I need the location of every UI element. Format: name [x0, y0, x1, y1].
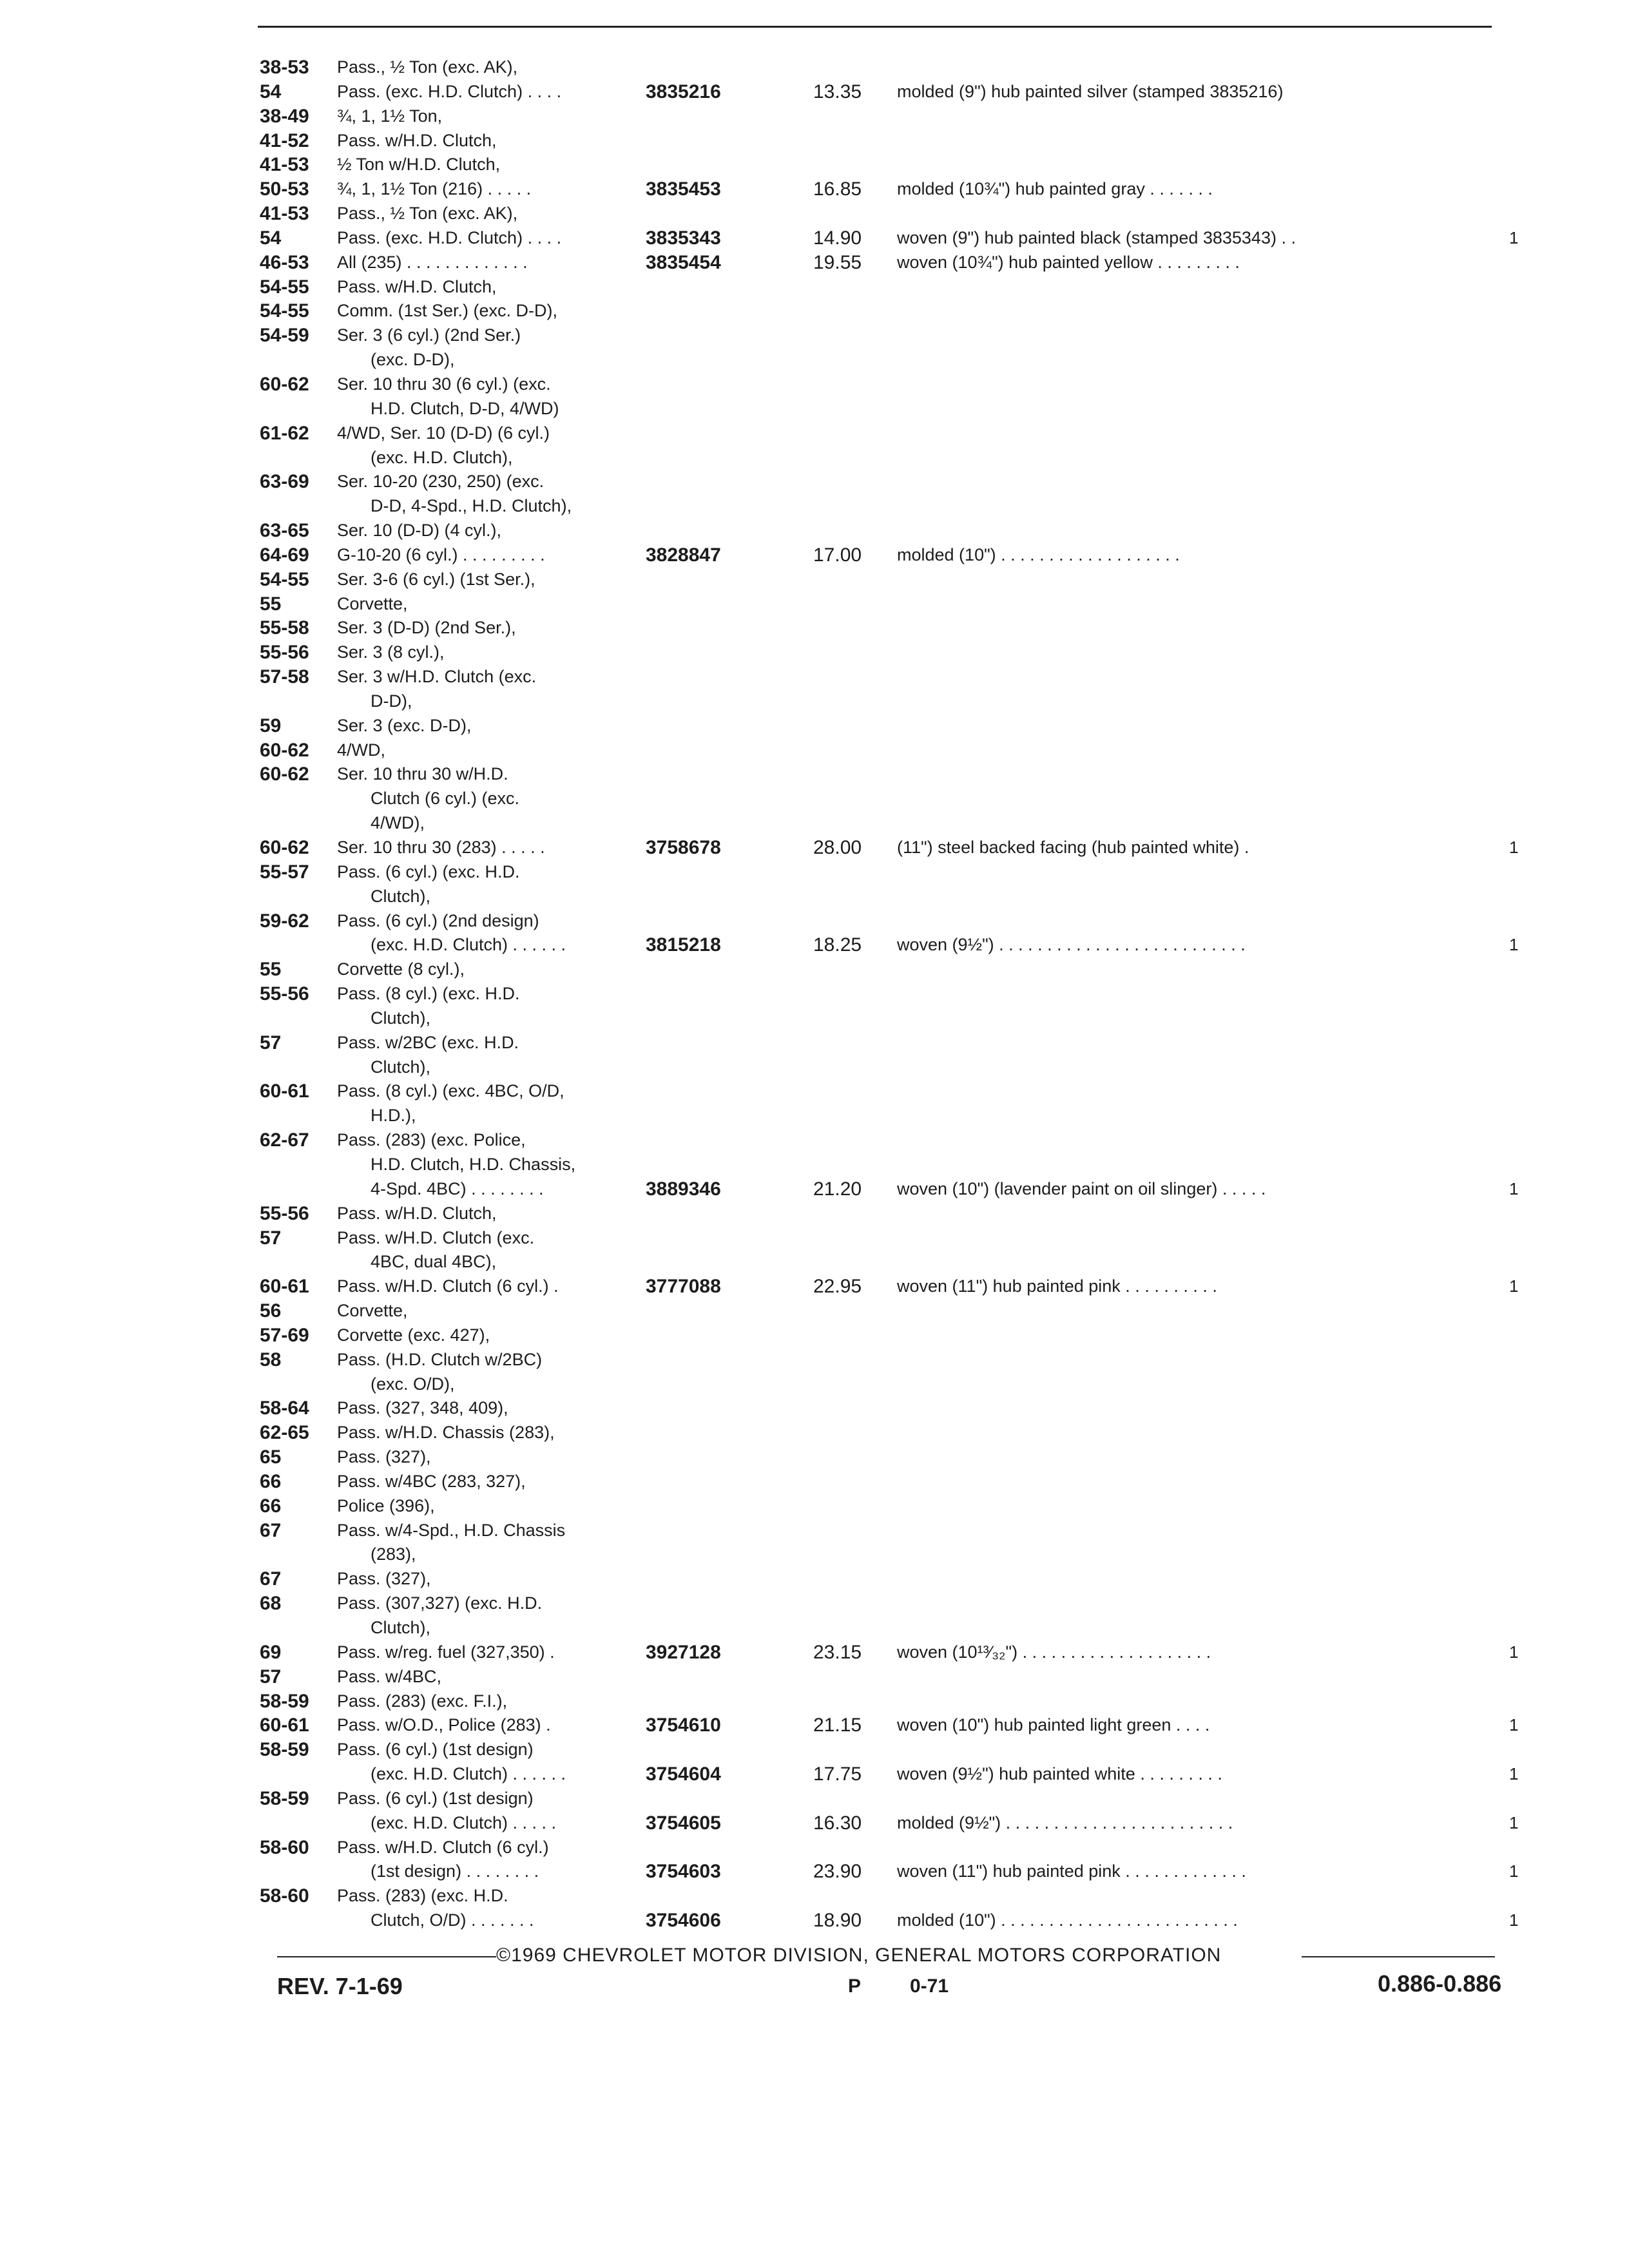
application-description: 4/WD, — [337, 740, 386, 760]
part-number: 3754603 — [646, 1861, 721, 1883]
part-detail: molded (9") hub painted silver (stamped 3835216) — [897, 81, 1284, 101]
list-price: 18.25 — [813, 934, 862, 956]
model-years: 54-55 — [260, 300, 309, 322]
model-years: 58-64 — [260, 1398, 309, 1419]
list-item — [0, 1713, 1629, 1738]
list-item — [0, 1372, 1629, 1397]
application-description: H.D. Clutch, H.D. Chassis, — [371, 1154, 576, 1174]
part-detail: molded (10¾") hub painted gray . . . . . . . — [897, 179, 1213, 199]
model-years: 57 — [260, 1032, 282, 1053]
list-item — [0, 275, 1629, 300]
model-years: 63-65 — [260, 520, 309, 542]
quantity: 1 — [1509, 1812, 1519, 1832]
model-years: 60-61 — [260, 1276, 309, 1298]
application-description: Pass. w/H.D. Clutch (6 cyl.) — [337, 1837, 549, 1857]
part-number: 3754605 — [646, 1812, 721, 1834]
list-item — [0, 1348, 1629, 1372]
application-description: Pass. w/reg. fuel (327,350) . — [337, 1642, 555, 1662]
part-number: 3758678 — [646, 837, 721, 858]
top-rule — [258, 26, 1492, 28]
application-description: Ser. 10 thru 30 (283) . . . . . — [337, 838, 545, 857]
page-number: 0-71 — [910, 1975, 949, 1997]
model-years: 55-57 — [260, 861, 309, 883]
application-description: G-10-20 (6 cyl.) . . . . . . . . . — [337, 544, 545, 564]
list-item — [0, 1689, 1629, 1714]
list-item — [0, 104, 1629, 129]
application-description: Pass. w/H.D. Clutch (exc. — [337, 1227, 535, 1247]
page-letter: P — [848, 1975, 862, 1997]
revision-date: REV. 7-1-69 — [277, 1973, 403, 1999]
model-years: 60-62 — [260, 764, 309, 785]
application-description: (283), — [371, 1544, 416, 1564]
list-item — [0, 129, 1629, 153]
parts-list — [0, 55, 1629, 1933]
list-item — [0, 80, 1629, 104]
list-item — [0, 1665, 1629, 1689]
model-years: 60-61 — [260, 1715, 309, 1736]
list-item — [0, 1908, 1629, 1933]
list-item — [0, 251, 1629, 275]
list-item — [0, 836, 1629, 860]
model-years: 57 — [260, 1666, 282, 1687]
model-years: 58-59 — [260, 1739, 309, 1761]
model-years: 59-62 — [260, 910, 309, 932]
part-number: 3828847 — [646, 544, 721, 566]
quantity: 1 — [1509, 1910, 1519, 1930]
application-description: Pass. (6 cyl.) (1st design) — [337, 1788, 534, 1808]
quantity: 1 — [1509, 1715, 1519, 1735]
application-description: (exc. O/D), — [371, 1374, 455, 1394]
model-years: 66 — [260, 1470, 282, 1492]
footer-right-rule — [1302, 1956, 1495, 1957]
list-item — [0, 202, 1629, 226]
model-years: 58-59 — [260, 1690, 309, 1712]
application-description: Pass. (283) (exc. H.D. — [337, 1886, 508, 1906]
model-years: 58-60 — [260, 1885, 309, 1907]
application-description: Ser. 10 thru 30 (6 cyl.) (exc. — [337, 374, 551, 394]
list-item — [0, 689, 1629, 714]
part-detail: (11") steel backed facing (hub painted white) . — [897, 838, 1249, 857]
quantity: 1 — [1509, 1764, 1519, 1784]
model-years: 62-65 — [260, 1422, 309, 1444]
part-number: 3927128 — [646, 1641, 721, 1663]
list-item — [0, 177, 1629, 202]
list-price: 17.00 — [813, 544, 862, 566]
model-years: 54-59 — [260, 325, 309, 347]
application-description: Pass. (327), — [337, 1447, 431, 1467]
part-number: 3754610 — [646, 1715, 721, 1736]
part-detail: woven (9") hub painted black (stamped 3835343) . . — [897, 227, 1296, 247]
application-description: Pass. w/4BC (283, 327), — [337, 1471, 526, 1491]
application-description: Pass. (307,327) (exc. H.D. — [337, 1593, 543, 1613]
application-description: Pass. w/H.D. Chassis (283), — [337, 1423, 555, 1443]
application-description: Pass. (exc. H.D. Clutch) . . . . — [337, 227, 562, 247]
model-years: 41-53 — [260, 203, 309, 225]
application-description: 4/WD), — [371, 813, 425, 833]
list-price: 17.75 — [813, 1763, 862, 1785]
model-years: 55 — [260, 959, 282, 981]
list-item — [0, 1274, 1629, 1299]
application-description: Ser. 3 (8 cyl.), — [337, 642, 445, 662]
application-description: ½ Ton w/H.D. Clutch, — [337, 155, 501, 175]
list-item — [0, 299, 1629, 323]
model-years: 50-53 — [260, 178, 309, 200]
list-item — [0, 885, 1629, 909]
list-price: 13.35 — [813, 81, 862, 102]
model-years: 65 — [260, 1446, 282, 1468]
application-description: Clutch), — [371, 1008, 431, 1028]
quantity: 1 — [1509, 1642, 1519, 1662]
application-description: Ser. 10-20 (230, 250) (exc. — [337, 472, 545, 492]
list-item — [0, 1202, 1629, 1226]
list-item — [0, 1884, 1629, 1908]
application-description: (exc. H.D. Clutch) . . . . . . — [371, 935, 566, 955]
part-number: 3754606 — [646, 1910, 721, 1932]
list-item — [0, 1421, 1629, 1445]
model-years: 60-62 — [260, 837, 309, 858]
part-detail: woven (10") (lavender paint on oil slinger) . . . . . — [897, 1178, 1266, 1198]
model-years: 61-62 — [260, 422, 309, 444]
application-description: D-D), — [371, 691, 412, 711]
model-years: 57-58 — [260, 666, 309, 688]
part-number: 3815218 — [646, 934, 721, 956]
application-description: Pass. (6 cyl.) (1st design) — [337, 1740, 534, 1760]
list-item — [0, 1542, 1629, 1567]
model-years: 59 — [260, 715, 282, 736]
application-description: Corvette, — [337, 1301, 408, 1321]
model-years: 68 — [260, 1593, 282, 1615]
model-years: 46-53 — [260, 251, 309, 273]
part-number: 3835216 — [646, 81, 721, 102]
list-item — [0, 1153, 1629, 1177]
list-item — [0, 1031, 1629, 1055]
list-item — [0, 933, 1629, 957]
list-item — [0, 153, 1629, 177]
application-description: ¾, 1, 1½ Ton (216) . . . . . — [337, 179, 532, 199]
model-years: 67 — [260, 1568, 282, 1590]
model-years: 62-67 — [260, 1129, 309, 1151]
application-description: Pass. (327), — [337, 1569, 431, 1589]
list-item — [0, 640, 1629, 665]
application-description: Clutch), — [371, 1057, 431, 1077]
model-years: 57-69 — [260, 1324, 309, 1346]
part-detail: woven (10¹³⁄₃₂") . . . . . . . . . . . . . . . . . . . . — [897, 1642, 1211, 1662]
application-description: Ser. 3 (D-D) (2nd Ser.), — [337, 618, 516, 638]
list-price: 18.90 — [813, 1910, 862, 1932]
application-description: Ser. 3 w/H.D. Clutch (exc. — [337, 667, 537, 687]
quantity: 1 — [1509, 1861, 1519, 1881]
list-price: 21.20 — [813, 1178, 862, 1200]
application-description: (1st design) . . . . . . . . — [371, 1861, 539, 1881]
model-years: 55-58 — [260, 617, 309, 639]
model-years: 60-62 — [260, 739, 309, 761]
list-price: 16.85 — [813, 178, 862, 200]
list-item — [0, 1640, 1629, 1665]
application-description: Police (396), — [337, 1495, 435, 1515]
quantity: 1 — [1509, 838, 1519, 857]
model-years: 55-56 — [260, 983, 309, 1005]
list-item — [0, 787, 1629, 811]
application-description: Pass. w/O.D., Police (283) . — [337, 1715, 551, 1735]
model-years: 56 — [260, 1300, 282, 1322]
application-description: Pass., ½ Ton (exc. AK), — [337, 204, 518, 224]
list-item — [0, 1177, 1629, 1202]
application-description: Pass. (8 cyl.) (exc. H.D. — [337, 984, 520, 1004]
model-years: 60-62 — [260, 373, 309, 395]
list-item — [0, 616, 1629, 640]
application-description: Pass. w/4-Spd., H.D. Chassis — [337, 1520, 566, 1540]
list-item — [0, 714, 1629, 738]
part-detail: woven (9½") . . . . . . . . . . . . . . . . . . . . . . . . . . — [897, 935, 1246, 955]
application-description: (exc. D-D), — [371, 350, 455, 370]
model-years: 58-59 — [260, 1787, 309, 1809]
list-item — [0, 1616, 1629, 1640]
quantity: 1 — [1509, 1178, 1519, 1198]
model-years: 54 — [260, 227, 282, 249]
model-years: 58 — [260, 1349, 282, 1370]
model-years: 64-69 — [260, 544, 309, 566]
list-item — [0, 1519, 1629, 1543]
list-item — [0, 1738, 1629, 1762]
application-description: (exc. H.D. Clutch), — [371, 447, 513, 467]
list-item — [0, 1055, 1629, 1080]
application-description: Ser. 3-6 (6 cyl.) (1st Ser.), — [337, 569, 535, 589]
list-price: 28.00 — [813, 837, 862, 858]
model-years: 60-61 — [260, 1081, 309, 1102]
list-price: 16.30 — [813, 1812, 862, 1834]
model-years: 66 — [260, 1495, 282, 1517]
part-number: 3777088 — [646, 1276, 721, 1298]
list-item — [0, 372, 1629, 397]
list-item — [0, 1494, 1629, 1519]
list-price: 19.55 — [813, 251, 862, 273]
application-description: Pass. (6 cyl.) (2nd design) — [337, 910, 539, 930]
list-item — [0, 519, 1629, 543]
model-years: 55 — [260, 593, 282, 615]
application-description: Clutch), — [371, 886, 431, 906]
model-years: 69 — [260, 1641, 282, 1663]
application-description: 4-Spd. 4BC) . . . . . . . . — [371, 1178, 544, 1198]
model-years: 63-69 — [260, 471, 309, 493]
model-years: 57 — [260, 1227, 282, 1249]
list-item — [0, 323, 1629, 348]
part-detail: woven (9½") hub painted white . . . . . . . . . — [897, 1764, 1222, 1784]
application-description: Corvette (8 cyl.), — [337, 959, 465, 979]
list-item — [0, 762, 1629, 787]
list-item — [0, 909, 1629, 934]
list-item — [0, 982, 1629, 1006]
list-item — [0, 1567, 1629, 1591]
list-item — [0, 470, 1629, 494]
model-years: 41-52 — [260, 130, 309, 151]
list-item — [0, 543, 1629, 568]
part-detail: woven (10") hub painted light green . . . . — [897, 1715, 1210, 1735]
quantity: 1 — [1509, 1276, 1519, 1296]
application-description: Pass. w/H.D. Clutch, — [337, 130, 497, 150]
list-item — [0, 592, 1629, 617]
model-years: 54 — [260, 81, 282, 102]
list-item — [0, 1591, 1629, 1616]
application-description: Corvette (exc. 427), — [337, 1325, 490, 1345]
part-detail: molded (10") . . . . . . . . . . . . . . . . . . . . . . . . . — [897, 1910, 1238, 1930]
model-years: 38-53 — [260, 57, 309, 78]
list-price: 23.15 — [813, 1641, 862, 1663]
application-description: D-D, 4-Spd., H.D. Clutch), — [371, 496, 572, 516]
model-years: 55-56 — [260, 642, 309, 664]
application-description: Pass. (327, 348, 409), — [337, 1398, 508, 1418]
application-description: Pass. (exc. H.D. Clutch) . . . . — [337, 81, 562, 101]
quantity: 1 — [1509, 227, 1519, 247]
list-item — [0, 1128, 1629, 1153]
part-detail: molded (9½") . . . . . . . . . . . . . . . . . . . . . . . . — [897, 1812, 1233, 1832]
model-years: 58-60 — [260, 1836, 309, 1858]
part-number: 3754604 — [646, 1763, 721, 1785]
part-detail: woven (11") hub painted pink . . . . . . . . . . — [897, 1276, 1217, 1296]
copyright-line: ©1969 CHEVROLET MOTOR DIVISION, GENERAL MOTORS CORPORATION — [496, 1945, 1222, 1966]
list-item — [0, 811, 1629, 836]
application-description: Pass. (283) (exc. F.I.), — [337, 1691, 508, 1711]
list-item — [0, 226, 1629, 251]
application-description: (exc. H.D. Clutch) . . . . . . — [371, 1764, 566, 1784]
application-description: Ser. 3 (exc. D-D), — [337, 715, 472, 735]
list-item — [0, 1323, 1629, 1348]
application-description: Ser. 10 (D-D) (4 cyl.), — [337, 521, 502, 541]
part-number: 3835343 — [646, 227, 721, 249]
list-item — [0, 348, 1629, 372]
part-number: 3835454 — [646, 251, 721, 273]
model-years: 55-56 — [260, 1202, 309, 1224]
quantity: 1 — [1509, 935, 1519, 955]
list-item — [0, 1396, 1629, 1421]
application-description: Clutch, O/D) . . . . . . . — [371, 1910, 534, 1930]
list-item — [0, 1762, 1629, 1787]
list-item — [0, 446, 1629, 470]
list-item — [0, 860, 1629, 885]
list-item — [0, 1104, 1629, 1128]
part-detail: woven (10¾") hub painted yellow . . . . . . . . . — [897, 252, 1240, 272]
application-description: All (235) . . . . . . . . . . . . . — [337, 252, 528, 272]
application-description: Clutch (6 cyl.) (exc. — [371, 789, 520, 809]
list-item — [0, 421, 1629, 446]
application-description: 4BC, dual 4BC), — [371, 1252, 497, 1272]
application-description: Corvette, — [337, 593, 408, 613]
application-description: Pass. w/H.D. Clutch (6 cyl.) . — [337, 1276, 559, 1296]
list-item — [0, 494, 1629, 519]
list-item — [0, 1787, 1629, 1811]
application-description: Pass. (6 cyl.) (exc. H.D. — [337, 861, 520, 881]
application-description: Pass. w/H.D. Clutch, — [337, 276, 497, 296]
application-description: Pass., ½ Ton (exc. AK), — [337, 57, 518, 77]
list-item — [0, 738, 1629, 763]
list-item — [0, 1445, 1629, 1470]
list-item — [0, 397, 1629, 421]
list-item — [0, 1006, 1629, 1031]
list-price: 14.90 — [813, 227, 862, 249]
list-price: 23.90 — [813, 1861, 862, 1883]
list-item — [0, 1079, 1629, 1104]
model-years: 54-55 — [260, 568, 309, 590]
model-years: 67 — [260, 1519, 282, 1541]
part-number: 3889346 — [646, 1178, 721, 1200]
application-description: Pass. (283) (exc. Police, — [337, 1130, 526, 1150]
application-description: Clutch), — [371, 1618, 431, 1637]
list-item — [0, 1250, 1629, 1274]
part-detail: molded (10") . . . . . . . . . . . . . . . . . . . — [897, 544, 1180, 564]
list-item — [0, 1470, 1629, 1494]
model-years: 54-55 — [260, 276, 309, 298]
list-price: 21.15 — [813, 1715, 862, 1736]
application-description: Pass. w/4BC, — [337, 1666, 442, 1686]
list-item — [0, 1811, 1629, 1836]
list-item — [0, 568, 1629, 592]
list-item — [0, 1299, 1629, 1323]
part-detail: woven (11") hub painted pink . . . . . . . . . . . . . — [897, 1861, 1246, 1881]
group-number: 0.886-0.886 — [1378, 1970, 1502, 1997]
application-description: (exc. H.D. Clutch) . . . . . — [371, 1812, 557, 1832]
application-description: H.D.), — [371, 1106, 416, 1126]
list-item — [0, 1860, 1629, 1884]
list-item — [0, 55, 1629, 80]
application-description: H.D. Clutch, D-D, 4/WD) — [371, 398, 559, 418]
application-description: Pass. (8 cyl.) (exc. 4BC, O/D, — [337, 1081, 564, 1101]
list-item — [0, 1836, 1629, 1860]
application-description: ¾, 1, 1½ Ton, — [337, 106, 443, 126]
list-item — [0, 665, 1629, 689]
footer-left-rule — [277, 1956, 496, 1957]
application-description: Comm. (1st Ser.) (exc. D-D), — [337, 301, 558, 321]
application-description: Pass. w/H.D. Clutch, — [337, 1203, 497, 1223]
application-description: 4/WD, Ser. 10 (D-D) (6 cyl.) — [337, 423, 550, 443]
application-description: Pass. w/2BC (exc. H.D. — [337, 1032, 519, 1052]
model-years: 41-53 — [260, 154, 309, 176]
list-price: 22.95 — [813, 1276, 862, 1298]
application-description: Pass. (H.D. Clutch w/2BC) — [337, 1349, 543, 1369]
application-description: Ser. 10 thru 30 w/H.D. — [337, 764, 508, 784]
part-number: 3835453 — [646, 178, 721, 200]
model-years: 38-49 — [260, 105, 309, 127]
application-description: Ser. 3 (6 cyl.) (2nd Ser.) — [337, 325, 521, 345]
list-item — [0, 957, 1629, 982]
list-item — [0, 1226, 1629, 1251]
